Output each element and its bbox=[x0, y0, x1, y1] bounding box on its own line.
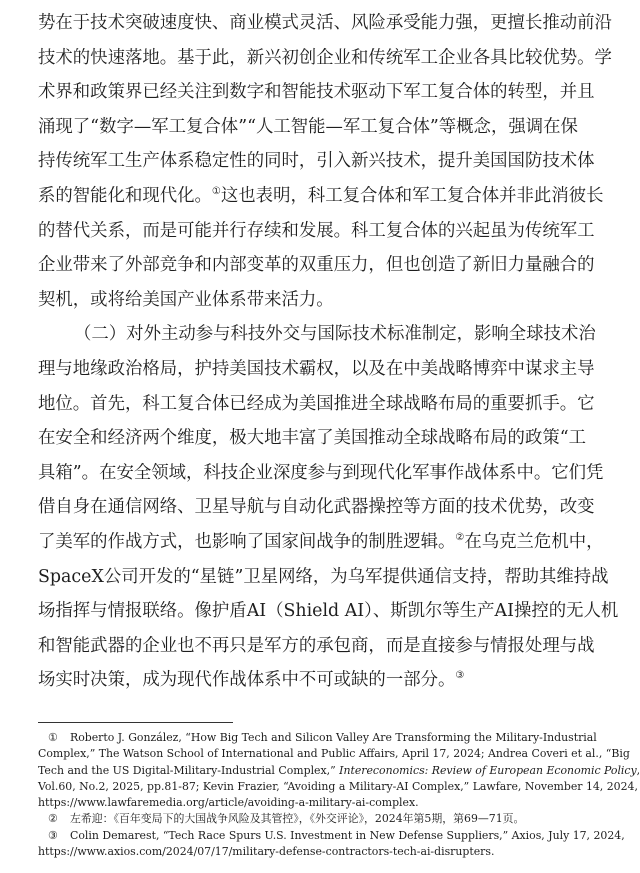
body-line: SpaceX公司开发的“星链”卫星网络，为乌军提供通信支持，帮助其维持战 bbox=[38, 566, 609, 587]
footnote-line bbox=[38, 763, 640, 779]
body-line-segment: 在乌克兰危机中， bbox=[464, 531, 604, 552]
body-line: 借自身在通信网络、卫星导航与自动化武器操控等方面的技术优势，改变 bbox=[38, 497, 595, 518]
body-line-segment: 这也表明，科工复合体和军工复合体并非此消彼长 bbox=[220, 185, 604, 206]
footnote-line: Vol.60, No.2, 2025, pp.81-87; Kevin Frazier, “Avoiding a Military-AI Complex,” Lawfare, November 14, 2024, bbox=[38, 779, 638, 793]
footnote-ref-3[interactable]: ③ bbox=[455, 670, 465, 682]
body-line: 具箱”。在安全领域，科技企业深度参与到现代化军事作战体系中。它们凭 bbox=[38, 462, 604, 483]
body-line: 企业带来了外部竞争和内部变革的双重压力，但也创造了新旧力量融合的 bbox=[38, 255, 595, 276]
footnote-link[interactable]: https://www.lawfaremedia.org/article/avoiding-a-military-ai-complex. bbox=[38, 796, 419, 810]
footnotes bbox=[38, 730, 640, 860]
body-line: 理与地缘政治格局，护持美国技术霸权，以及在中美战略博弈中谋求主导 bbox=[38, 358, 595, 379]
footnote-ref-1[interactable]: ① bbox=[211, 185, 221, 197]
body-text bbox=[38, 6, 619, 698]
body-line: 技术的快速落地。基于此，新兴初创企业和传统军工企业各具比较优势。学 bbox=[38, 47, 612, 68]
body-line: 的替代关系，而是可能并行存续和发展。科工复合体的兴起虽为传统军工 bbox=[38, 220, 595, 241]
body-line: 术界和政策界已经关注到数字和智能技术驱动下军工复合体的转型，并且 bbox=[38, 82, 595, 103]
footnote-number: ② bbox=[48, 812, 58, 826]
body-line: 和智能武器的企业也不再只是军方的承包商，而是直接参与情报处理与战 bbox=[38, 635, 595, 656]
footnote-text: , bbox=[636, 763, 640, 777]
footnote-text: Colin Demarest, “Tech Race Spurs U.S. Investment in New Defense Suppliers,” Axios, July 17, 2024, bbox=[70, 828, 625, 842]
body-line-segment: 系的智能化和现代化。 bbox=[38, 185, 212, 206]
footnote-text: 左希迎：《百年变局下的大国战争风险及其管控》，《外交评论》，2024年第5期，第69—71页。 bbox=[70, 812, 525, 826]
body-line bbox=[38, 179, 610, 214]
body-line-segment: 了美军的作战方式，也影响了国家间战争的制胜逻辑。 bbox=[38, 531, 456, 552]
body-line: （二）对外主动参与科技外交与国际技术标准制定，影响全球技术治 bbox=[74, 324, 596, 345]
footnote-2 bbox=[38, 811, 610, 827]
footnote-3 bbox=[38, 828, 625, 844]
body-line bbox=[38, 525, 610, 560]
footnote-line: Complex,” The Watson School of International and Public Affairs, April 17, 2024; Andrea Coveri et al., “Big bbox=[38, 747, 630, 761]
footnote-link[interactable]: https://www.axios.com/2024/07/17/military-defense-contractors-tech-ai-disrupters. bbox=[38, 845, 495, 859]
footnote-divider bbox=[38, 722, 233, 723]
body-line: 持传统军工生产体系稳定性的同时，引入新兴技术，提升美国国防技术体 bbox=[38, 151, 595, 172]
body-line: 势在于技术突破速度快、商业模式灵活、风险承受能力强，更擅长推动前沿 bbox=[38, 13, 612, 33]
body-line: 涌现了“数字—军工复合体”“人工智能—军工复合体”等概念，强调在保 bbox=[38, 116, 578, 137]
body-line bbox=[38, 663, 610, 698]
body-line: 地位。首先，科工复合体已经成为美国推进全球战略布局的重要抓手。它 bbox=[38, 393, 595, 414]
body-line: 场指挥与情报联络。像护盾AI（Shield AI）、斯凯尔等生产AI操控的无人机 bbox=[38, 601, 619, 622]
body-line-segment: 场实时决策，成为现代作战体系中不可或缺的一部分。 bbox=[38, 670, 456, 691]
journal-title: Intereconomics: Review of European Economic Policy bbox=[339, 763, 637, 777]
footnote-1 bbox=[38, 730, 610, 746]
footnote-number: ① bbox=[48, 731, 58, 744]
footnote-text: Tech and the US Digital-Military-Industrial Complex,” bbox=[38, 763, 336, 777]
body-line: 在安全和经济两个维度，极大地丰富了美国推动全球战略布局的政策“工 bbox=[38, 428, 587, 449]
body-line: 契机，或将给美国产业体系带来活力。 bbox=[38, 289, 334, 310]
footnote-number: ③ bbox=[48, 828, 58, 842]
footnote-text: Roberto J. González, “How Big Tech and Silicon Valley Are Transforming the Military-Industrial bbox=[70, 731, 597, 744]
footnote-ref-2[interactable]: ② bbox=[455, 531, 465, 543]
